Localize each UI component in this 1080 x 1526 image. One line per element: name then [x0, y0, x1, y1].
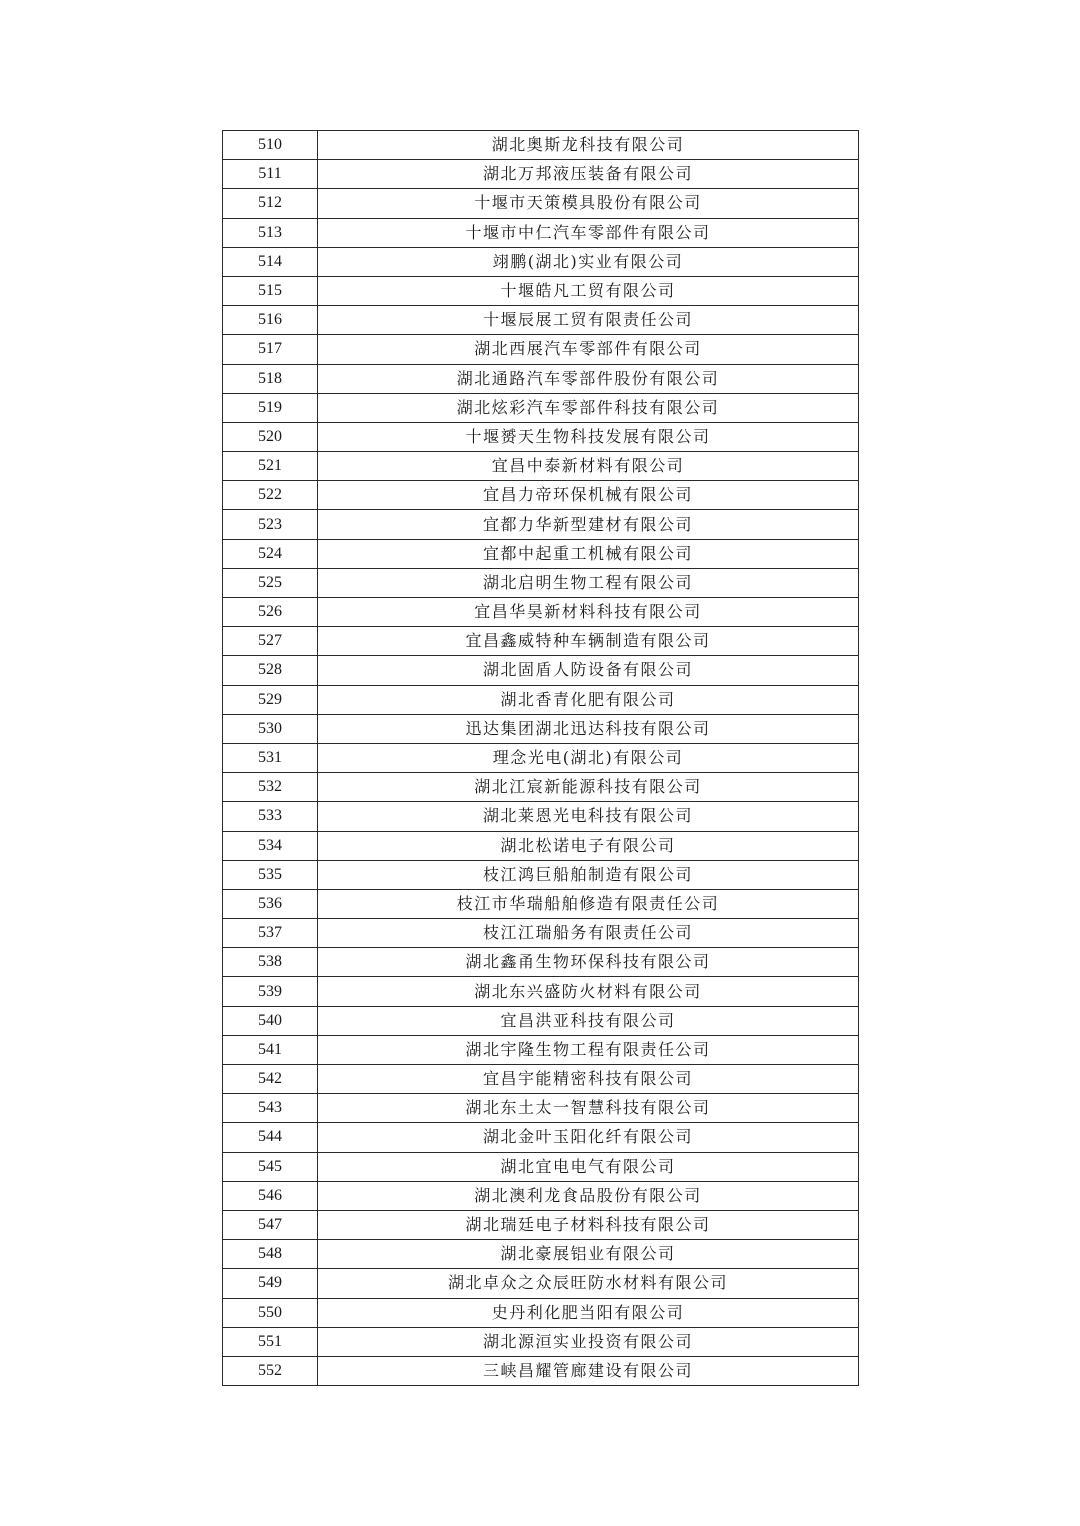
table-row: [223, 1006, 859, 1035]
table-row: [223, 714, 859, 743]
company-name: 湖北通路汽车零部件股份有限公司: [318, 364, 859, 393]
row-index: 540: [223, 1006, 318, 1035]
row-index: 541: [223, 1035, 318, 1064]
company-name: 湖北莱恩光电科技有限公司: [318, 802, 859, 831]
row-index: 519: [223, 393, 318, 422]
row-index: 533: [223, 802, 318, 831]
table-row: [223, 1152, 859, 1181]
table-row: [223, 452, 859, 481]
company-name: 宜昌鑫威特种车辆制造有限公司: [318, 627, 859, 656]
table-row: [223, 598, 859, 627]
company-name: 史丹利化肥当阳有限公司: [318, 1298, 859, 1327]
table-row: [223, 306, 859, 335]
table-row: [223, 685, 859, 714]
row-index: 542: [223, 1065, 318, 1094]
table-row: [223, 977, 859, 1006]
table-row: [223, 160, 859, 189]
row-index: 530: [223, 714, 318, 743]
table-row: [223, 218, 859, 247]
company-name: 湖北香青化肥有限公司: [318, 685, 859, 714]
company-name: 十堰赟天生物科技发展有限公司: [318, 422, 859, 451]
company-name: 湖北源洹实业投资有限公司: [318, 1327, 859, 1356]
row-index: 538: [223, 948, 318, 977]
table-row: [223, 1240, 859, 1269]
row-index: 544: [223, 1123, 318, 1152]
row-index: 545: [223, 1152, 318, 1181]
company-name: 宜昌洪亚科技有限公司: [318, 1006, 859, 1035]
company-name: 十堰市中仁汽车零部件有限公司: [318, 218, 859, 247]
table-row: [223, 802, 859, 831]
row-index: 517: [223, 335, 318, 364]
company-name: 湖北卓众之众辰旺防水材料有限公司: [318, 1269, 859, 1298]
table-row: [223, 335, 859, 364]
row-index: 520: [223, 422, 318, 451]
row-index: 527: [223, 627, 318, 656]
row-index: 548: [223, 1240, 318, 1269]
row-index: 528: [223, 656, 318, 685]
row-index: 543: [223, 1094, 318, 1123]
table-row: [223, 393, 859, 422]
row-index: 546: [223, 1181, 318, 1210]
company-name: 湖北奥斯龙科技有限公司: [318, 131, 859, 160]
row-index: 552: [223, 1356, 318, 1385]
table-row: [223, 743, 859, 772]
row-index: 511: [223, 160, 318, 189]
row-index: 524: [223, 539, 318, 568]
row-index: 547: [223, 1210, 318, 1239]
row-index: 532: [223, 773, 318, 802]
company-name: 湖北金叶玉阳化纤有限公司: [318, 1123, 859, 1152]
company-name: 理念光电(湖北)有限公司: [318, 743, 859, 772]
company-name: 宜昌华昊新材料科技有限公司: [318, 598, 859, 627]
company-name: 湖北宇隆生物工程有限责任公司: [318, 1035, 859, 1064]
table-row: [223, 656, 859, 685]
company-name: 宜昌力帝环保机械有限公司: [318, 481, 859, 510]
company-name: 翊鹏(湖北)实业有限公司: [318, 247, 859, 276]
company-name: 湖北鑫甬生物环保科技有限公司: [318, 948, 859, 977]
table-row: [223, 189, 859, 218]
company-name: 湖北松诺电子有限公司: [318, 831, 859, 860]
row-index: 536: [223, 889, 318, 918]
row-index: 516: [223, 306, 318, 335]
row-index: 539: [223, 977, 318, 1006]
company-name: 湖北固盾人防设备有限公司: [318, 656, 859, 685]
table-row: [223, 860, 859, 889]
table-row: [223, 831, 859, 860]
row-index: 512: [223, 189, 318, 218]
company-name: 湖北炫彩汽车零部件科技有限公司: [318, 393, 859, 422]
company-name: 湖北东兴盛防火材料有限公司: [318, 977, 859, 1006]
row-index: 537: [223, 919, 318, 948]
company-name: 湖北宜电电气有限公司: [318, 1152, 859, 1181]
table-row: [223, 1269, 859, 1298]
table-row: [223, 1123, 859, 1152]
row-index: 510: [223, 131, 318, 160]
row-index: 513: [223, 218, 318, 247]
company-name: 枝江江瑞船务有限责任公司: [318, 919, 859, 948]
table-row: [223, 1035, 859, 1064]
company-name: 湖北江宸新能源科技有限公司: [318, 773, 859, 802]
company-name: 迅达集团湖北迅达科技有限公司: [318, 714, 859, 743]
row-index: 529: [223, 685, 318, 714]
row-index: 525: [223, 568, 318, 597]
table-row: [223, 948, 859, 977]
table-row: [223, 1094, 859, 1123]
company-name: 十堰辰展工贸有限责任公司: [318, 306, 859, 335]
row-index: 523: [223, 510, 318, 539]
row-index: 522: [223, 481, 318, 510]
company-name: 湖北西展汽车零部件有限公司: [318, 335, 859, 364]
table-row: [223, 1181, 859, 1210]
table-body: [223, 131, 859, 1386]
row-index: 534: [223, 831, 318, 860]
table-row: [223, 1356, 859, 1385]
row-index: 535: [223, 860, 318, 889]
table-row: [223, 1298, 859, 1327]
row-index: 551: [223, 1327, 318, 1356]
company-name: 湖北万邦液压装备有限公司: [318, 160, 859, 189]
table-row: [223, 247, 859, 276]
row-index: 531: [223, 743, 318, 772]
table-row: [223, 1210, 859, 1239]
company-list-table: [222, 130, 859, 1386]
table-row: [223, 1327, 859, 1356]
table-row: [223, 276, 859, 305]
company-name: 湖北豪展铝业有限公司: [318, 1240, 859, 1269]
row-index: 514: [223, 247, 318, 276]
row-index: 518: [223, 364, 318, 393]
table-row: [223, 539, 859, 568]
table-row: [223, 627, 859, 656]
table-row: [223, 510, 859, 539]
table-row: [223, 919, 859, 948]
company-name: 十堰皓凡工贸有限公司: [318, 276, 859, 305]
company-name: 宜昌中泰新材料有限公司: [318, 452, 859, 481]
company-name: 宜昌宇能精密科技有限公司: [318, 1065, 859, 1094]
row-index: 549: [223, 1269, 318, 1298]
company-name: 宜都力华新型建材有限公司: [318, 510, 859, 539]
table-row: [223, 481, 859, 510]
table-row: [223, 773, 859, 802]
company-name: 湖北启明生物工程有限公司: [318, 568, 859, 597]
company-name: 湖北东土太一智慧科技有限公司: [318, 1094, 859, 1123]
table-row: [223, 422, 859, 451]
company-name: 湖北瑞廷电子材料科技有限公司: [318, 1210, 859, 1239]
row-index: 526: [223, 598, 318, 627]
row-index: 521: [223, 452, 318, 481]
table-row: [223, 568, 859, 597]
row-index: 515: [223, 276, 318, 305]
table-row: [223, 131, 859, 160]
company-name: 枝江鸿巨船舶制造有限公司: [318, 860, 859, 889]
company-name: 宜都中起重工机械有限公司: [318, 539, 859, 568]
row-index: 550: [223, 1298, 318, 1327]
table-row: [223, 889, 859, 918]
table-row: [223, 364, 859, 393]
company-name: 湖北澳利龙食品股份有限公司: [318, 1181, 859, 1210]
table-row: [223, 1065, 859, 1094]
company-name: 枝江市华瑞船舶修造有限责任公司: [318, 889, 859, 918]
company-name: 十堰市天策模具股份有限公司: [318, 189, 859, 218]
company-name: 三峡昌耀管廊建设有限公司: [318, 1356, 859, 1385]
